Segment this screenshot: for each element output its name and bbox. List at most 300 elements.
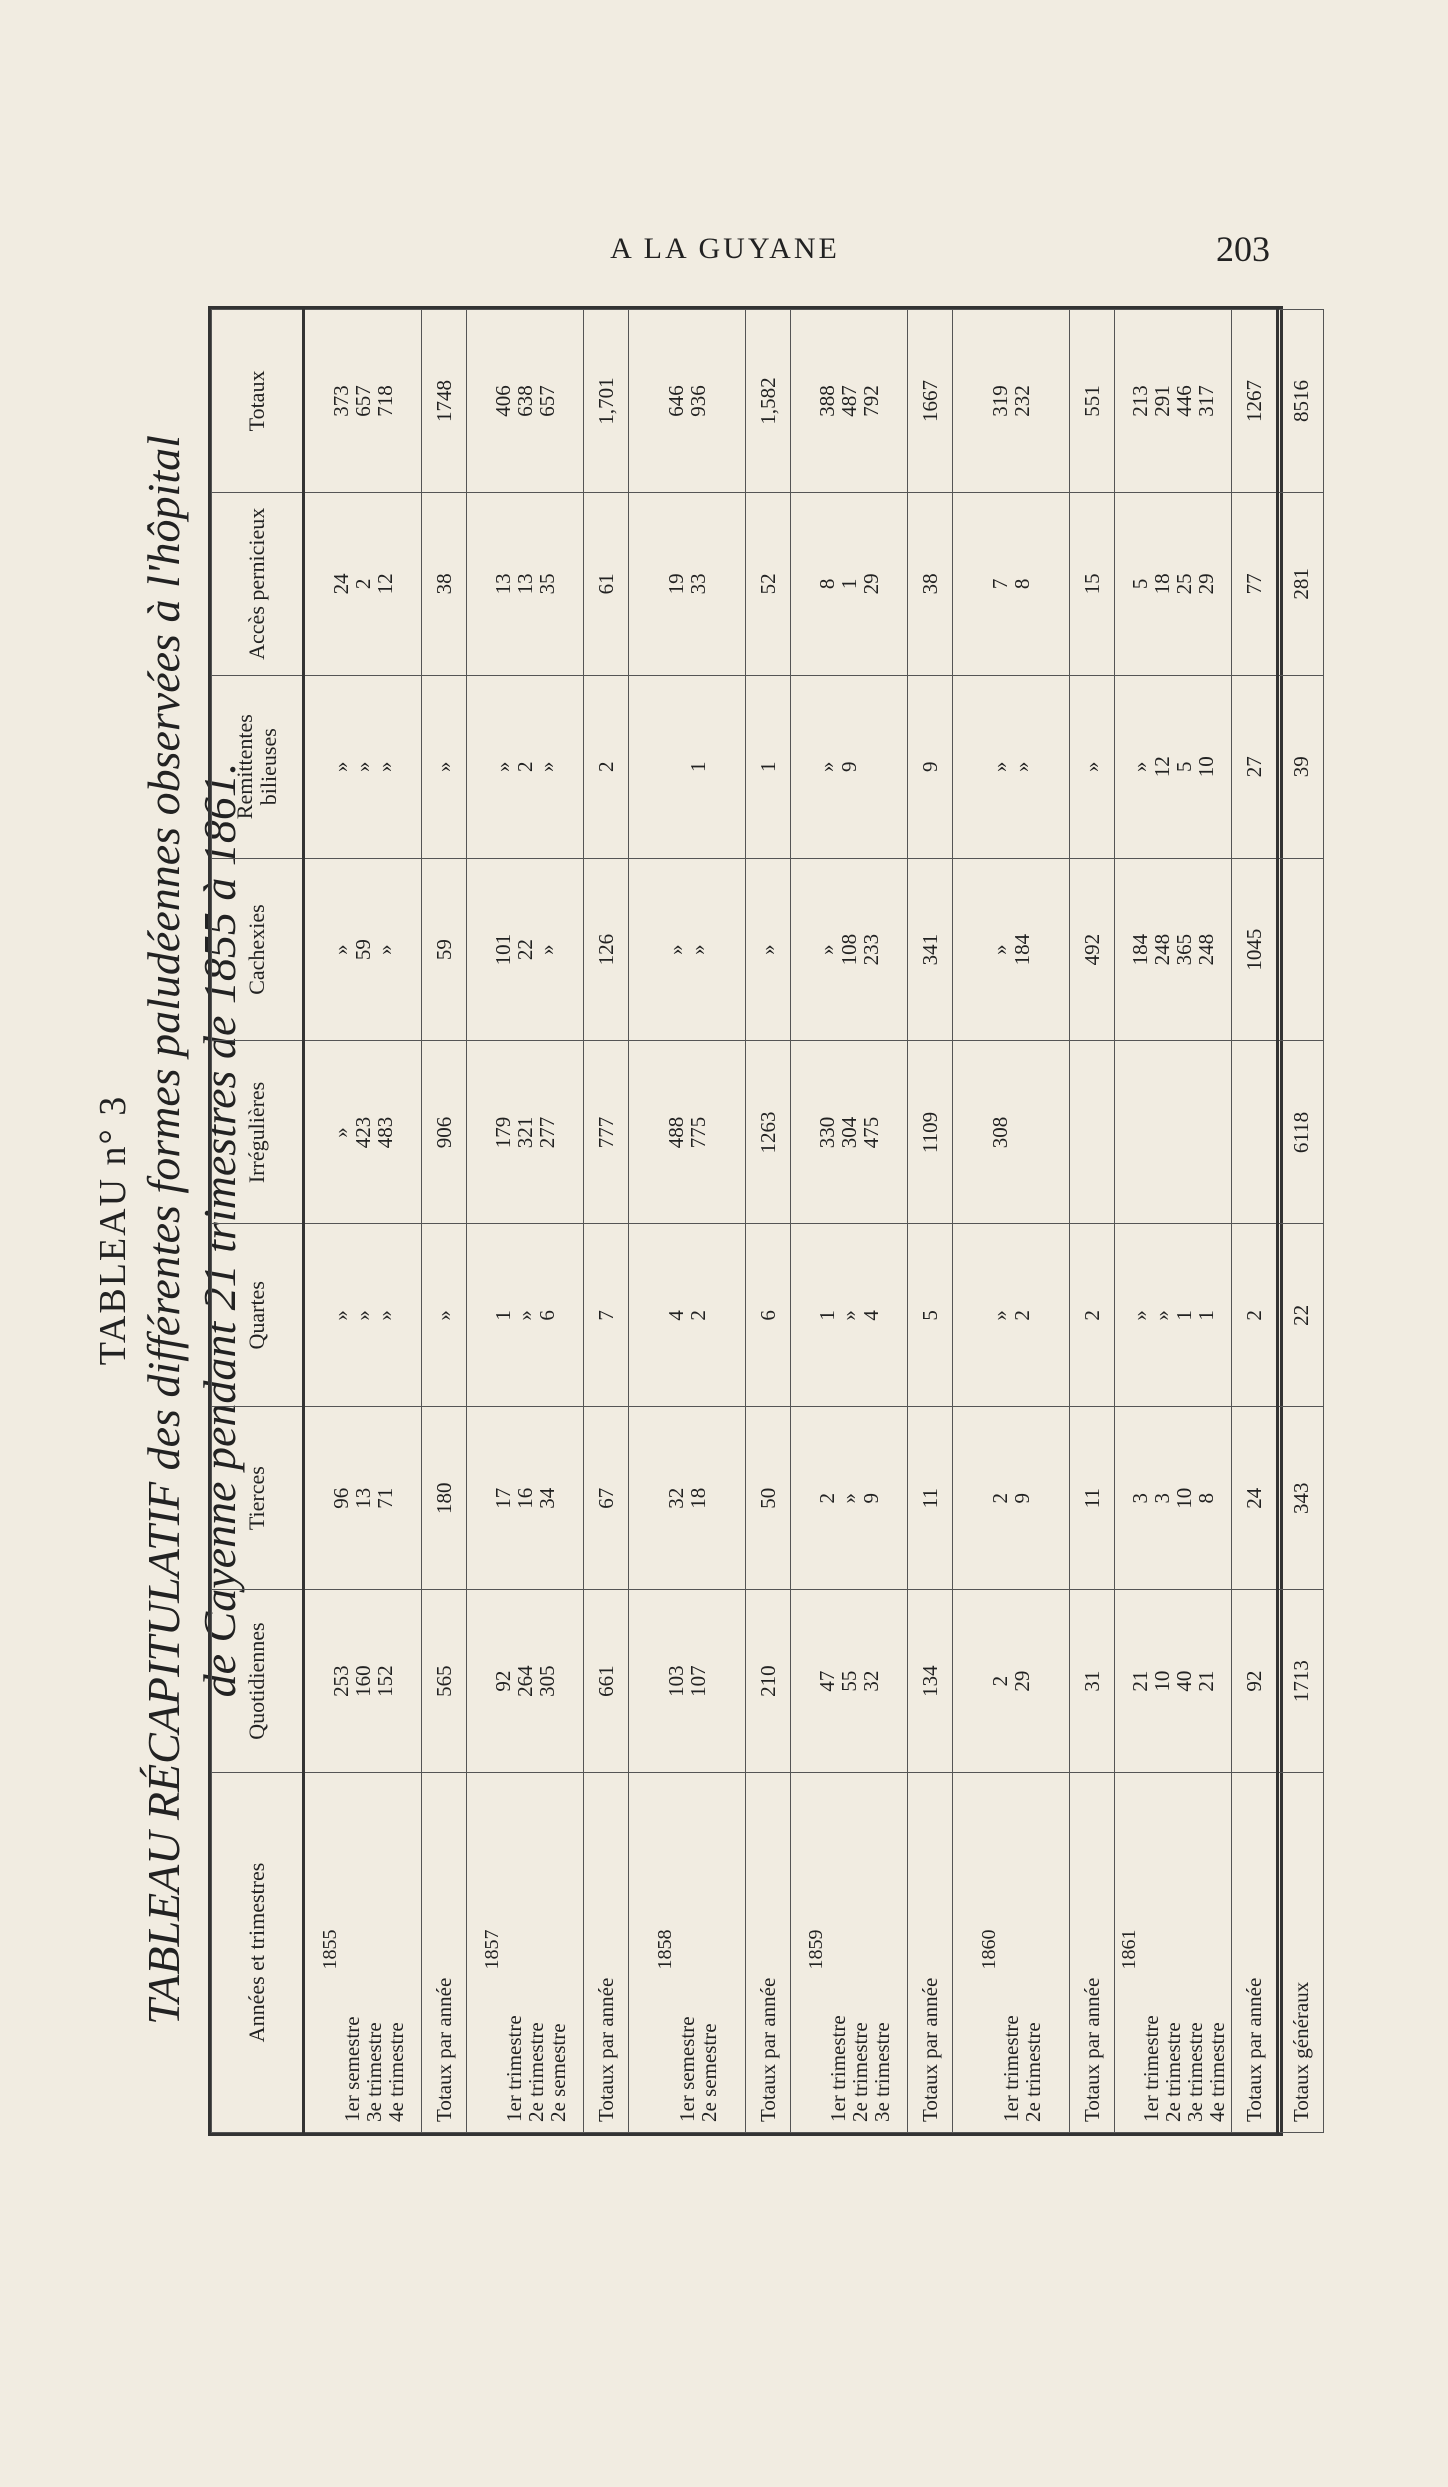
value: 18 [1150, 573, 1174, 595]
value [860, 680, 882, 854]
year-total-value: 906 [422, 1041, 467, 1224]
value: 488 [664, 1116, 688, 1149]
value: 55 [837, 1670, 861, 1692]
value: » [686, 944, 710, 955]
header-remittentes: Remittentes bilieuses [212, 675, 304, 858]
value-cell [629, 310, 746, 493]
value: » [329, 944, 353, 955]
value: 2 [988, 1675, 1012, 1687]
year-label: 1859 [805, 1929, 827, 1970]
value: 3 [1128, 1492, 1152, 1504]
table-header-row [212, 310, 304, 2133]
value-cell [791, 1224, 908, 1407]
value: 10 [1194, 756, 1218, 778]
year-label: 1858 [654, 1929, 676, 1970]
value: 423 [351, 1116, 375, 1149]
year-total-value: 661 [584, 1590, 629, 1773]
year-total-value: 5 [908, 1224, 953, 1407]
value: 25 [1172, 573, 1196, 595]
period-label: 2e semestre [697, 2023, 721, 2122]
value-cell [791, 1590, 908, 1773]
value: 12 [373, 573, 397, 595]
year-total-value: 11 [1070, 1407, 1115, 1590]
year-total-value: 24 [1232, 1407, 1278, 1590]
value: 9 [1010, 1492, 1034, 1504]
value-cell [953, 1041, 1070, 1224]
value-cell [953, 675, 1070, 858]
value: 936 [686, 385, 710, 417]
value: 1 [1194, 1310, 1218, 1321]
year-total-value: 1748 [422, 310, 467, 493]
value-cell [467, 1224, 584, 1407]
value: » [1010, 761, 1034, 772]
value: 1 [815, 1310, 839, 1321]
value: 13 [513, 573, 537, 595]
value: » [513, 1310, 537, 1321]
table-row [629, 310, 746, 2133]
year-total-label: Totaux par année [422, 1773, 467, 2133]
value-cell [629, 1224, 746, 1407]
value: 373 [329, 385, 353, 417]
value: » [815, 761, 839, 772]
value: 8 [815, 578, 839, 590]
value-cell [467, 492, 584, 675]
year-label: 1860 [978, 1929, 1000, 1970]
period-label: 4e trimestre [1205, 2022, 1229, 2122]
period-cell [629, 1773, 746, 2133]
year-total-value: 2 [1232, 1224, 1278, 1407]
value-cell [629, 492, 746, 675]
value: » [351, 1310, 375, 1321]
year-total-value: 59 [422, 858, 467, 1041]
value: 2 [351, 578, 375, 590]
value-cell [1115, 1224, 1232, 1407]
value-cell [791, 492, 908, 675]
value [1129, 1046, 1151, 1220]
value: » [837, 1492, 861, 1504]
year-total-label: Totaux par année [1232, 1773, 1278, 2133]
year-total-value [1232, 1041, 1278, 1224]
value-cell [304, 1224, 422, 1407]
year-total-value: 50 [746, 1407, 791, 1590]
value: » [815, 944, 839, 955]
grand-total-value: 343 [1278, 1407, 1324, 1590]
value-cell [629, 1590, 746, 1773]
value: 103 [664, 1665, 688, 1697]
year-total-value: » [746, 858, 791, 1041]
value: 184 [1128, 933, 1152, 966]
value: 35 [535, 573, 559, 595]
value: 71 [373, 1487, 397, 1509]
year-total-value: 1 [746, 675, 791, 858]
year-total-value: 15 [1070, 492, 1115, 675]
value: 277 [535, 1116, 559, 1149]
grand-total-value: 6118 [1278, 1041, 1324, 1224]
value-cell [304, 1590, 422, 1773]
value-cell [953, 492, 1070, 675]
value: 21 [1194, 1670, 1218, 1692]
period-label: 2e trimestre [1161, 2022, 1185, 2122]
value: 248 [1150, 933, 1174, 966]
header-irregulieres: Irrégulières [212, 1041, 304, 1224]
grand-total-value: 1713 [1278, 1590, 1324, 1773]
value-cell [953, 310, 1070, 493]
period-label: 2e trimestre [1021, 2022, 1045, 2122]
year-total-value: 1,701 [584, 310, 629, 493]
value-cell [467, 1041, 584, 1224]
value: 32 [664, 1487, 688, 1509]
value-cell [1115, 492, 1232, 675]
value-cell [304, 1407, 422, 1590]
year-total-value: 38 [908, 492, 953, 675]
value: 330 [815, 1116, 839, 1149]
value: 34 [535, 1487, 559, 1509]
value-cell [304, 1041, 422, 1224]
value-cell [791, 675, 908, 858]
year-total-label: Totaux par année [746, 1773, 791, 2133]
period-label: 2e semestre [546, 2023, 570, 2122]
year-total-value: 2 [1070, 1224, 1115, 1407]
year-label: 1857 [481, 1929, 503, 1970]
header-annees: Années et trimestres [212, 1773, 304, 2133]
year-total-value: 52 [746, 492, 791, 675]
value: 3 [1150, 1492, 1174, 1504]
value: 365 [1172, 933, 1196, 966]
value: » [988, 761, 1012, 772]
value: 108 [837, 933, 861, 966]
value-cell [629, 1041, 746, 1224]
year-total-value: 77 [1232, 492, 1278, 675]
value: 12 [1150, 756, 1174, 778]
period-label: 1er trimestre [826, 2015, 850, 2122]
year-label: 1861 [1118, 1929, 1140, 1970]
value-cell [304, 310, 422, 493]
value: » [1150, 1310, 1174, 1321]
value: » [351, 761, 375, 772]
value: » [1128, 1310, 1152, 1321]
value: 657 [351, 385, 375, 417]
value: 29 [859, 573, 883, 595]
value: » [373, 1310, 397, 1321]
value: 92 [491, 1670, 515, 1692]
value: 1 [491, 1310, 515, 1321]
year-total-value: 134 [908, 1590, 953, 1773]
caption-line-1: TABLEAU n° 3 [92, 1094, 134, 1366]
table-row [1115, 310, 1232, 2133]
year-total-row [1232, 310, 1278, 2133]
value-cell [304, 492, 422, 675]
value: 406 [491, 385, 515, 417]
value-cell [1115, 1041, 1232, 1224]
year-total-label: Totaux par année [584, 1773, 629, 2133]
value: 9 [837, 761, 861, 772]
value: 646 [664, 385, 688, 417]
header-totaux: Totaux [212, 310, 304, 493]
value: 248 [1194, 933, 1218, 966]
value: 24 [329, 573, 353, 595]
year-total-value: 777 [584, 1041, 629, 1224]
caption-line-3: de Cayenne pendant 21 trimestres de 1855 à 1861. [194, 762, 245, 1698]
year-total-value: 210 [746, 1590, 791, 1773]
value: 233 [859, 933, 883, 966]
value: » [329, 761, 353, 772]
value: 107 [686, 1665, 710, 1697]
grand-total-value: 8516 [1278, 310, 1324, 493]
value: 10 [1172, 1487, 1196, 1509]
value: 32 [859, 1670, 883, 1692]
value: » [373, 761, 397, 772]
value: 13 [491, 573, 515, 595]
value-cell [1115, 310, 1232, 493]
value-cell [467, 1407, 584, 1590]
table-body [304, 310, 1324, 2133]
value: 47 [815, 1670, 839, 1692]
year-total-value: 38 [422, 492, 467, 675]
value: 59 [351, 939, 375, 961]
grand-total-value [1278, 858, 1324, 1041]
value: 179 [491, 1116, 515, 1149]
value: 291 [1150, 385, 1174, 417]
running-head [180, 228, 1270, 278]
value: 321 [513, 1116, 537, 1149]
year-total-value [1070, 1041, 1115, 1224]
value: 308 [988, 1116, 1012, 1149]
value: 17 [491, 1487, 515, 1509]
value: » [1128, 761, 1152, 772]
value-cell [791, 310, 908, 493]
value: 7 [988, 578, 1012, 590]
year-total-label: Totaux par année [1070, 1773, 1115, 2133]
header-tierces: Tierces [212, 1407, 304, 1590]
value: 16 [513, 1487, 537, 1509]
value: 6 [535, 1310, 559, 1321]
grand-total-label: Totaux généraux [1278, 1773, 1324, 2133]
value [1173, 1046, 1195, 1220]
value-cell [629, 858, 746, 1041]
year-total-value: 9 [908, 675, 953, 858]
year-total-value: 67 [584, 1407, 629, 1590]
period-label: 2e trimestre [524, 2022, 548, 2122]
value: 2 [988, 1492, 1012, 1504]
value: 264 [513, 1665, 537, 1697]
period-label: 2e trimestre [848, 2022, 872, 2122]
value-cell [953, 1224, 1070, 1407]
value-cell [791, 1407, 908, 1590]
value: 21 [1128, 1670, 1152, 1692]
year-total-value: 126 [584, 858, 629, 1041]
year-total-value: 92 [1232, 1590, 1278, 1773]
value: 33 [686, 573, 710, 595]
period-label: 3e trimestre [362, 2022, 386, 2122]
value: 483 [373, 1116, 397, 1149]
grand-total-value: 281 [1278, 492, 1324, 675]
year-total-value: 341 [908, 858, 953, 1041]
value: 1 [1172, 1310, 1196, 1321]
value: » [329, 1310, 353, 1321]
value: » [373, 944, 397, 955]
value: 152 [373, 1665, 397, 1697]
value: 213 [1128, 385, 1152, 417]
value: 4 [859, 1310, 883, 1321]
year-total-row [908, 310, 953, 2133]
period-cell [1115, 1773, 1232, 2133]
grand-total-value: 22 [1278, 1224, 1324, 1407]
value: 304 [837, 1116, 861, 1149]
value: 2 [1010, 1310, 1034, 1321]
grand-total-value: 39 [1278, 675, 1324, 858]
year-total-value: 1,582 [746, 310, 791, 493]
value-cell [791, 1041, 908, 1224]
header-quotidiennes: Quotidiennes [212, 1590, 304, 1773]
header-quartes: Quartes [212, 1224, 304, 1407]
value: 29 [1194, 573, 1218, 595]
value [1151, 1046, 1173, 1220]
value: » [535, 944, 559, 955]
period-cell [304, 1773, 422, 2133]
value: 13 [351, 1487, 375, 1509]
period-label: 1er semestre [340, 2016, 364, 2122]
period-label: 1er trimestre [999, 2015, 1023, 2122]
value-cell [467, 1590, 584, 1773]
value: 792 [859, 385, 883, 417]
value [1011, 1046, 1033, 1220]
value: 446 [1172, 385, 1196, 417]
value: 5 [1128, 578, 1152, 590]
value: » [329, 1127, 353, 1138]
value: 232 [1010, 385, 1034, 417]
value-cell [1115, 858, 1232, 1041]
year-total-value: 27 [1232, 675, 1278, 858]
value: » [837, 1310, 861, 1321]
running-head-title: A LA GUYANE [610, 232, 840, 265]
value: 22 [513, 939, 537, 961]
value: 775 [686, 1116, 710, 1149]
value: 319 [988, 385, 1012, 417]
value: » [535, 761, 559, 772]
value: 475 [859, 1116, 883, 1149]
year-total-row [584, 310, 629, 2133]
value [665, 680, 687, 854]
grand-total-row [1278, 310, 1324, 2133]
page-number: 203 [1216, 229, 1270, 269]
table-row [791, 310, 908, 2133]
year-total-value: 551 [1070, 310, 1115, 493]
value: » [988, 944, 1012, 955]
recap-table [208, 306, 1313, 2136]
year-total-value: 1045 [1232, 858, 1278, 1041]
year-total-value: 492 [1070, 858, 1115, 1041]
year-total-value: 180 [422, 1407, 467, 1590]
value-cell [953, 858, 1070, 1041]
value: 8 [1194, 1492, 1218, 1504]
year-label: 1855 [319, 1929, 341, 1970]
value: 657 [535, 385, 559, 417]
year-total-value: 61 [584, 492, 629, 675]
period-label: 1er trimestre [502, 2015, 526, 2122]
table-row [467, 310, 584, 2133]
header-cachexies: Cachexies [212, 858, 304, 1041]
value: 487 [837, 385, 861, 417]
value: 253 [329, 1665, 353, 1697]
value-cell [1115, 1407, 1232, 1590]
year-total-row [746, 310, 791, 2133]
value: 5 [1172, 761, 1196, 772]
year-total-value: » [422, 1224, 467, 1407]
period-label: 1er trimestre [1139, 2015, 1163, 2122]
value: 29 [1010, 1670, 1034, 1692]
header-acces: Accès pernicieux [212, 492, 304, 675]
value: 96 [329, 1487, 353, 1509]
value: 317 [1194, 385, 1218, 417]
year-total-value: 2 [584, 675, 629, 858]
period-label: 1er semestre [675, 2016, 699, 2122]
value-cell [467, 675, 584, 858]
value: 9 [859, 1492, 883, 1504]
year-total-value: 11 [908, 1407, 953, 1590]
period-label: 3e trimestre [1183, 2022, 1207, 2122]
caption-line-2: TABLEAU RÉCAPITULATIF des différentes formes paludéennes observées à l'hôpital [138, 435, 189, 2025]
year-total-row [1070, 310, 1115, 2133]
value-cell [953, 1590, 1070, 1773]
table-row [304, 310, 422, 2133]
period-cell [953, 1773, 1070, 2133]
value-cell [1115, 675, 1232, 858]
value: 305 [535, 1665, 559, 1697]
value: » [988, 1310, 1012, 1321]
year-total-value: 7 [584, 1224, 629, 1407]
value: 4 [664, 1310, 688, 1321]
value-cell [1115, 1590, 1232, 1773]
value [1195, 1046, 1217, 1220]
year-total-value: 6 [746, 1224, 791, 1407]
value: 19 [664, 573, 688, 595]
value-cell [304, 858, 422, 1041]
value: 388 [815, 385, 839, 417]
value: 8 [1010, 578, 1034, 590]
value-cell [953, 1407, 1070, 1590]
period-cell [467, 1773, 584, 2133]
value-cell [304, 675, 422, 858]
value: 40 [1172, 1670, 1196, 1692]
value-cell [629, 1407, 746, 1590]
value: 184 [1010, 933, 1034, 966]
year-total-label: Totaux par année [908, 1773, 953, 2133]
year-total-row [422, 310, 467, 2133]
value-cell [467, 310, 584, 493]
year-total-value: 565 [422, 1590, 467, 1773]
value: 101 [491, 933, 515, 966]
value: 2 [513, 761, 537, 772]
value-cell [467, 858, 584, 1041]
value: 2 [686, 1310, 710, 1321]
year-total-value: 1667 [908, 310, 953, 493]
year-total-value: » [422, 675, 467, 858]
year-total-value: » [1070, 675, 1115, 858]
value-cell [791, 858, 908, 1041]
value: 2 [815, 1492, 839, 1504]
value: 638 [513, 385, 537, 417]
period-label: 3e trimestre [870, 2022, 894, 2122]
value: » [664, 944, 688, 955]
year-total-value: 1263 [746, 1041, 791, 1224]
value-cell [629, 675, 746, 858]
table-row [953, 310, 1070, 2133]
period-label: 4e trimestre [384, 2022, 408, 2122]
value: 1 [686, 761, 710, 772]
value: 718 [373, 385, 397, 417]
year-total-value: 31 [1070, 1590, 1115, 1773]
value: 160 [351, 1665, 375, 1697]
